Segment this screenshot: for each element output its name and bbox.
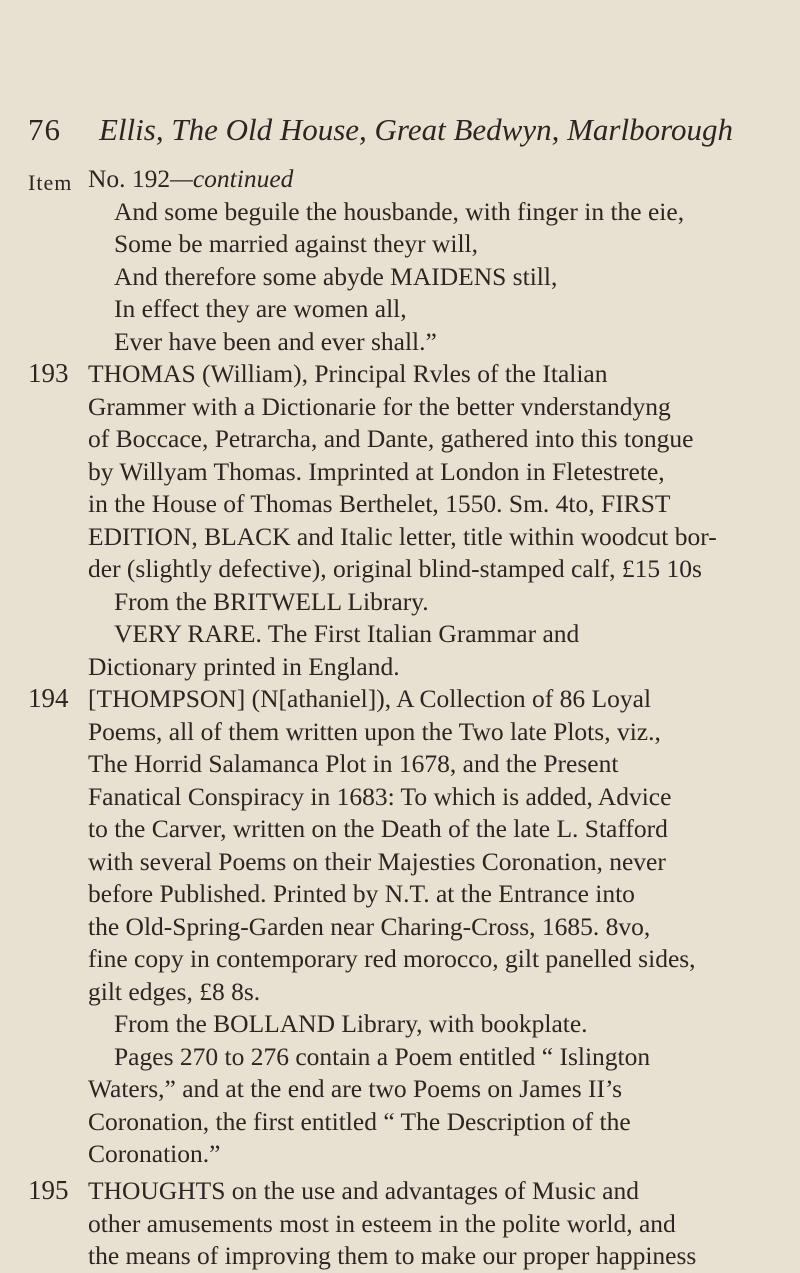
- entry-line: of Boccace, Petrarcha, and Dante, gathered into this tongue: [88, 424, 694, 453]
- entry-number-194: 194: [28, 683, 69, 713]
- entry-195: [88, 1175, 788, 1273]
- entry-line: the Old-Spring-Garden near Charing-Cross, 1685. 8vo,: [88, 911, 651, 941]
- note-continuation: Coronation.”: [88, 1139, 221, 1168]
- entry-line: fine copy in contemporary red morocco, gilt panelled sides,: [88, 944, 696, 973]
- entry-193: [88, 358, 788, 683]
- entry-line: Poems, all of them written upon the Two late Plots, viz.,: [88, 716, 661, 746]
- entry-number-195: 195: [28, 1175, 69, 1205]
- entry-line: by Willyam Thomas. Imprinted at London in Fletestrete,: [88, 456, 665, 486]
- verse-line: Some be married against theyr will,: [114, 229, 478, 258]
- entry-line: [THOMPSON] (N[athaniel]), A Collection of 86 Loyal: [88, 684, 652, 713]
- entry-line: THOMAS (William), Principal Rvles of the Italian: [88, 359, 608, 388]
- provenance-note: From the BOLLAND Library, with bookplate.: [114, 1009, 588, 1038]
- content-note: Pages 270 to 276 contain a Poem entitled “ Islington: [114, 1041, 651, 1071]
- page-header: [28, 112, 733, 148]
- entry-line: THOUGHTS on the use and advantages of Music and: [88, 1176, 639, 1205]
- entry-line: gilt edges, £8 8s.: [88, 976, 261, 1006]
- continued-no: No. 192: [88, 164, 171, 193]
- entry-line: other amusements most in esteem in the polite world, and: [88, 1208, 676, 1238]
- provenance-note: From the BRITWELL Library.: [114, 586, 429, 616]
- continued-heading: [88, 163, 788, 196]
- entry-192-continued: [88, 163, 788, 358]
- entry-line: The Horrid Salamanca Plot in 1678, and the Present: [88, 749, 619, 778]
- item-label: Item: [28, 170, 73, 195]
- entry-194: [88, 683, 788, 1171]
- running-head: Ellis, The Old House, Great Bedwyn, Marlborough: [99, 112, 734, 147]
- entry-number-193: 193: [28, 358, 69, 388]
- rarity-note: VERY RARE. The First Italian Grammar and: [114, 619, 580, 648]
- page-number: 76: [28, 112, 61, 147]
- entry-line: to the Carver, written on the Death of the late L. Stafford: [88, 814, 668, 843]
- entry-line: the means of improving them to make our proper happiness: [88, 1241, 697, 1270]
- note-continuation: Coronation, the first entitled “ The Description of the: [88, 1106, 631, 1136]
- entry-line: Grammer with a Dictionarie for the better vnderstandyng: [88, 391, 671, 421]
- verse-line: In effect they are women all,: [114, 294, 407, 323]
- continued-label: —continued: [170, 164, 294, 193]
- entry-line: der (slightly defective), original blind-stamped calf, £15 10s: [88, 554, 702, 583]
- note-continuation: Waters,” and at the end are two Poems on James II’s: [88, 1074, 622, 1103]
- entry-line: in the House of Thomas Berthelet, 1550. Sm. 4to, FIRST: [88, 489, 671, 518]
- entry-line: Fanatical Conspiracy in 1683: To which is added, Advice: [88, 781, 672, 811]
- verse-line: And some beguile the housbande, with finger in the eie,: [114, 196, 685, 226]
- entry-line: EDITION, BLACK and Italic letter, title within woodcut bor-: [88, 521, 717, 551]
- entry-line: with several Poems on their Majesties Coronation, never: [88, 846, 666, 876]
- entry-line: before Published. Printed by N.T. at the Entrance into: [88, 879, 635, 908]
- verse-line: Ever have been and ever shall.”: [114, 326, 437, 356]
- verse-line: And therefore some abyde MAIDENS still,: [114, 261, 558, 291]
- note-continuation: Dictionary printed in England.: [88, 651, 400, 681]
